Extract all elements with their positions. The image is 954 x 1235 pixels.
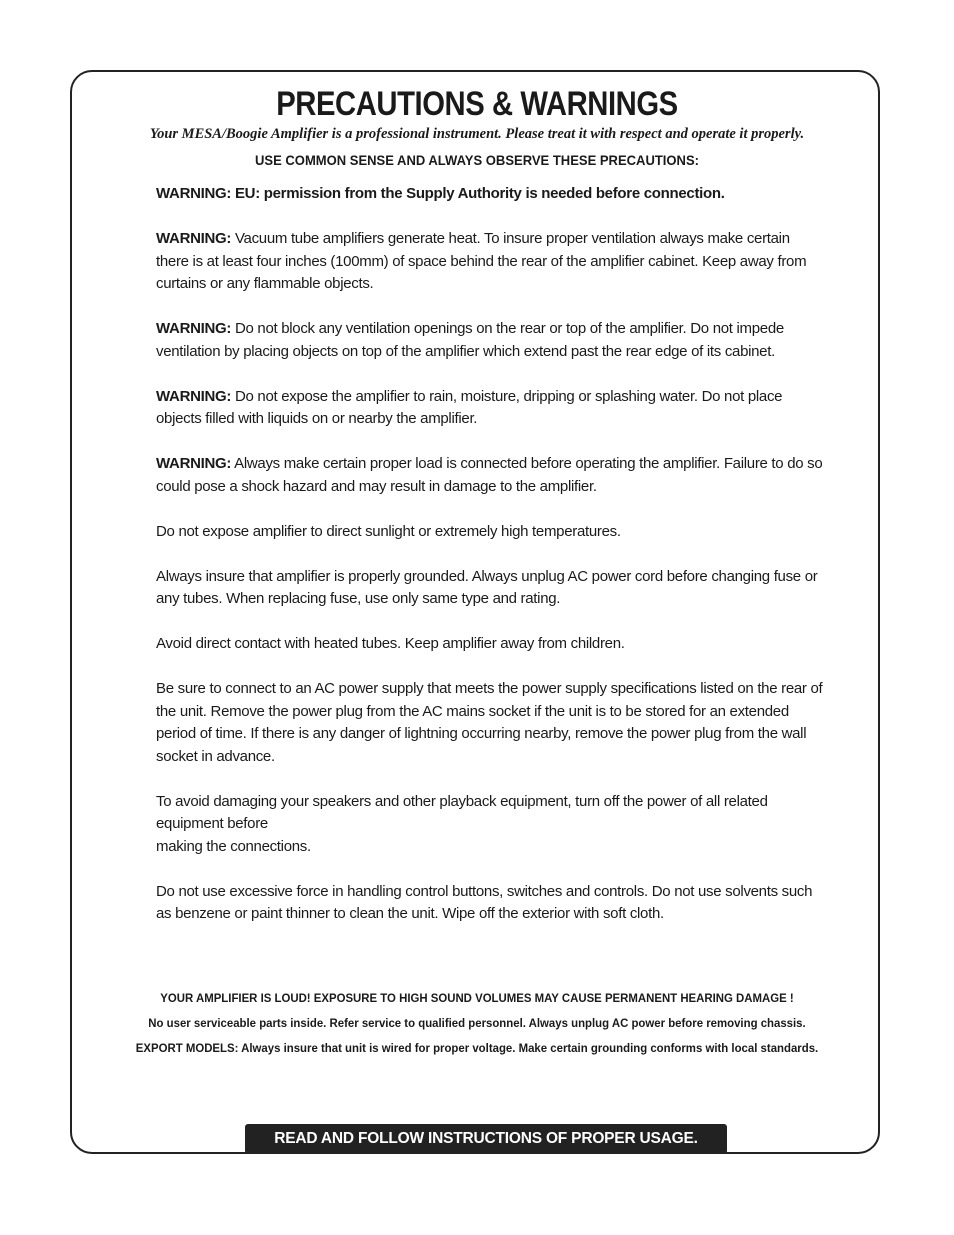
warning-label: WARNING: [156, 320, 232, 337]
precaution-speakers [156, 791, 826, 859]
precaution-power-supply [156, 678, 826, 768]
precautions-list [156, 183, 826, 948]
caution-export: EXPORT MODELS: Always insure that unit is wired for proper voltage. Make certain grounding conforms with local standards. [135, 1041, 819, 1055]
precaution-sunlight [156, 521, 826, 544]
usage-banner: READ AND FOLLOW INSTRUCTIONS OF PROPER USAGE. [245, 1124, 727, 1154]
warning-label: WARNING: [156, 230, 232, 247]
warning-ventilation [156, 318, 826, 363]
warning-text: Do not block any ventilation openings on the rear or top of the amplifier. Do not impede ventilation by placing objects on top of the amplifier which extend past the rear edge of its cabinet. [156, 320, 784, 360]
page-subtitle: Your MESA/Boogie Amplifier is a professional instrument. Please treat it with respect and operate it properly. [149, 126, 805, 142]
warning-text: Vacuum tube amplifiers generate heat. To insure proper ventilation always make certain there is at least four inches (100mm) of space behind the rear of the amplifier cabinet. Keep away from curtains or any flammable objects. [156, 230, 807, 292]
precaution-tubes [156, 633, 826, 656]
precaution-grounding [156, 566, 826, 611]
warning-label: WARNING: [156, 455, 232, 472]
precaution-text: Always insure that amplifier is properly grounded. Always unplug AC power cord before changing fuse or any tubes. When replacing fuse, use only same type and rating. [156, 567, 818, 607]
warning-text: Always make certain proper load is connected before operating the amplifier. Failure to do so could pose a shock hazard and may result in damage to the amplifier. [156, 455, 823, 495]
warning-load [156, 453, 826, 498]
warning-text: Do not expose the amplifier to rain, moisture, dripping or splashing water. Do not place objects filled with liquids on or nearby the amplifier. [156, 387, 783, 427]
precaution-text: Do not expose amplifier to direct sunlight or extremely high temperatures. [156, 522, 621, 540]
precaution-text-continued: making the connections. [156, 837, 311, 855]
precaution-controls [156, 881, 826, 926]
precaution-text: Be sure to connect to an AC power supply that meets the power supply specifications listed on the rear of the unit. Remove the power plug from the AC mains socket if the unit is to be stored for an extended period of time. If there is any danger of lightning occurring nearby, remove the power plug from the wall socket in advance. [156, 680, 823, 765]
precaution-text: Do not use excessive force in handling control buttons, switches and controls. Do not use solvents such as benzene or paint thinner to clean the unit. Wipe off the exterior with soft cloth. [156, 882, 813, 922]
precaution-text: Avoid direct contact with heated tubes. Keep amplifier away from children. [156, 635, 625, 652]
warning-heat [156, 228, 826, 296]
warning-eu [156, 183, 826, 206]
page-title: PRECAUTIONS & WARNINGS [276, 85, 678, 123]
warning-label: WARNING: EU: permission from the Supply Authority is needed before connection. [156, 185, 725, 202]
warning-label: WARNING: [156, 387, 232, 405]
caution-loud: YOUR AMPLIFIER IS LOUD! EXPOSURE TO HIGH SOUND VOLUMES MAY CAUSE PERMANENT HEARING DAMAGE ! [160, 991, 794, 1005]
precaution-text: To avoid damaging your speakers and other playback equipment, turn off the power of all related equipment before [156, 792, 768, 832]
caution-service: No user serviceable parts inside. Refer service to qualified personnel. Always unplug AC power before removing chassis. [148, 1016, 806, 1030]
precautions-heading: USE COMMON SENSE AND ALWAYS OBSERVE THESE PRECAUTIONS: [255, 152, 699, 168]
warning-water [156, 386, 826, 431]
